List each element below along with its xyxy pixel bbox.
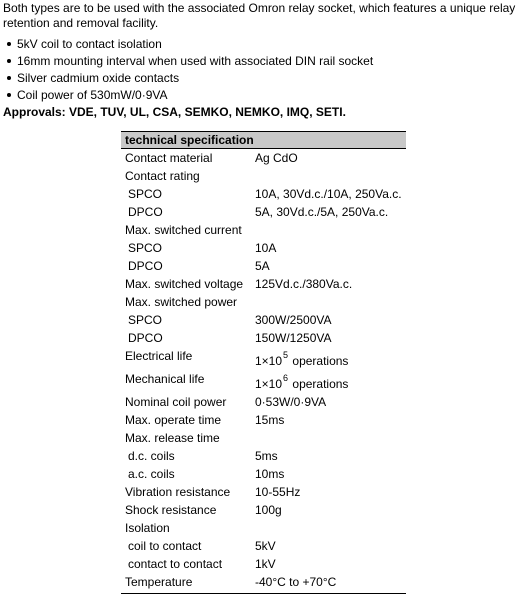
spec-row	[121, 411, 406, 429]
spec-table-title: technical specification	[121, 131, 406, 149]
spec-value: Ag CdO	[255, 151, 298, 165]
spec-row	[121, 329, 406, 347]
spec-row	[121, 221, 406, 239]
feature-item	[3, 70, 373, 87]
value-exponent: 5	[283, 350, 289, 360]
spec-row	[121, 275, 406, 293]
spec-value: 125Vd.c./380Va.c.	[255, 277, 353, 291]
spec-name: Vibration resistance	[125, 485, 231, 499]
bullet-icon	[7, 93, 11, 97]
spec-row	[121, 465, 406, 483]
spec-name: Shock resistance	[125, 503, 217, 517]
spec-value: 300W/2500VA	[255, 313, 332, 327]
feature-text: 5kV coil to contact isolation	[17, 37, 162, 51]
spec-value: 10-55Hz	[255, 485, 301, 499]
spec-row	[121, 239, 406, 257]
feature-item	[3, 36, 373, 53]
spec-row	[121, 185, 406, 203]
spec-row	[121, 573, 406, 591]
spec-name: Max. switched voltage	[125, 277, 244, 291]
spec-name: Max. operate time	[125, 413, 222, 427]
spec-row	[121, 555, 406, 573]
spec-row	[121, 429, 406, 447]
spec-row	[121, 393, 406, 411]
spec-value: 150W/1250VA	[255, 331, 332, 345]
spec-row	[121, 203, 406, 221]
spec-name: Nominal coil power	[125, 395, 227, 409]
feature-item	[3, 87, 373, 104]
spec-name: Contact rating	[125, 169, 200, 183]
spec-value: 10A, 30Vd.c./10A, 250Va.c.	[255, 187, 402, 201]
spec-value: 10A	[255, 241, 277, 255]
feature-text: 16mm mounting interval when used with associated DIN rail socket	[17, 54, 374, 68]
spec-value	[255, 352, 348, 371]
value-exponent: 6	[283, 373, 289, 383]
spec-name: Isolation	[125, 521, 170, 535]
spec-name: coil to contact	[128, 539, 202, 553]
spec-row	[121, 537, 406, 555]
feature-text: Coil power of 530mW/0·9VA	[17, 88, 168, 102]
spec-name: Max. switched power	[125, 295, 238, 309]
spec-name: SPCO	[128, 187, 163, 201]
spec-row	[121, 167, 406, 185]
spec-name: SPCO	[128, 313, 163, 327]
spec-row	[121, 370, 406, 393]
spec-value: 5A	[255, 259, 270, 273]
bullet-icon	[7, 59, 11, 63]
spec-name: DPCO	[128, 205, 163, 219]
spec-name: SPCO	[128, 241, 163, 255]
feature-text: Silver cadmium oxide contacts	[17, 71, 180, 85]
value-base: 1×10	[255, 354, 283, 368]
spec-row	[121, 149, 406, 167]
spec-name: a.c. coils	[128, 467, 175, 481]
spec-row	[121, 447, 406, 465]
bullet-icon	[7, 42, 11, 46]
technical-spec-table	[121, 131, 406, 594]
spec-value: 1kV	[255, 557, 276, 571]
spec-name: Max. switched current	[125, 223, 242, 237]
spec-row	[121, 293, 406, 311]
spec-row	[121, 257, 406, 275]
spec-value	[255, 375, 348, 394]
spec-value: 0·53W/0·9VA	[255, 395, 327, 409]
spec-value: 5A, 30Vd.c./5A, 250Va.c.	[255, 205, 389, 219]
intro-paragraph: Both types are to be used with the associated Omron relay socket, which features a unique relay retention and removal facility.	[3, 1, 516, 30]
spec-row	[121, 519, 406, 537]
spec-row	[121, 311, 406, 329]
spec-value: 10ms	[255, 467, 285, 481]
spec-name: DPCO	[128, 259, 163, 273]
spec-value: 5ms	[255, 449, 278, 463]
spec-name: Contact material	[125, 151, 213, 165]
spec-value: 5kV	[255, 539, 276, 553]
value-unit: operations	[292, 354, 349, 368]
spec-name: Temperature	[125, 575, 193, 589]
spec-value: -40°C to +70°C	[255, 575, 337, 589]
spec-value: 15ms	[255, 413, 285, 427]
table-bottom-rule	[121, 593, 406, 594]
value-base: 1×10	[255, 377, 283, 391]
spec-name: Max. release time	[125, 431, 220, 445]
spec-row	[121, 501, 406, 519]
spec-name: Mechanical life	[125, 372, 205, 386]
spec-row	[121, 347, 406, 370]
spec-name: DPCO	[128, 331, 163, 345]
spec-name: d.c. coils	[128, 449, 175, 463]
feature-item	[3, 53, 373, 70]
spec-row	[121, 483, 406, 501]
bullet-icon	[7, 76, 11, 80]
approvals-line: Approvals: VDE, TUV, UL, CSA, SEMKO, NEMKO, IMQ, SETI.	[3, 105, 346, 119]
value-unit: operations	[292, 377, 349, 391]
feature-list	[3, 36, 373, 104]
spec-value: 100g	[255, 503, 282, 517]
spec-name: contact to contact	[128, 557, 223, 571]
spec-name: Electrical life	[125, 349, 193, 363]
